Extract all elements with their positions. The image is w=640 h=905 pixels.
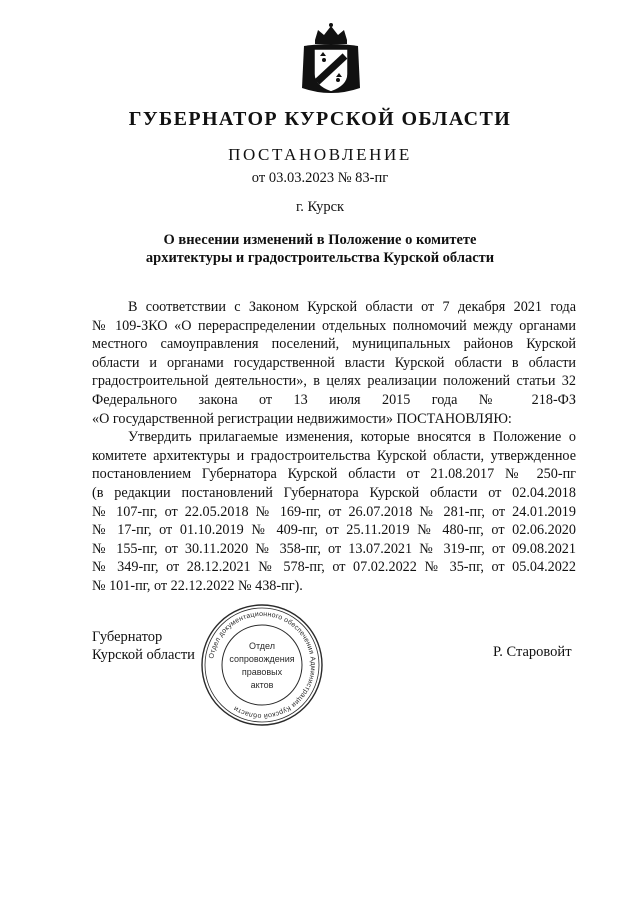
- coat-of-arms-icon: [298, 22, 364, 98]
- stamp-text-line: сопровождения: [229, 654, 295, 664]
- text-line: № 349-пг, от 28.12.2021 № 578-пг, от 07.02.2022 № 35-пг, от 05.04.2022: [92, 559, 576, 576]
- document-type: ПОСТАНОВЛЕНИЕ: [228, 145, 412, 164]
- subject-line: архитектуры и градостроительства Курской области: [145, 250, 495, 266]
- subject-line: О внесении изменений в Положение о комитете: [163, 232, 477, 248]
- paragraph-resolution: [92, 428, 576, 595]
- document-subject: [0, 231, 640, 267]
- position-line: Курской области: [92, 647, 195, 663]
- stamp-text-line: Отдел: [248, 641, 276, 651]
- text-line: № 107-пг, от 22.05.2018 № 169-пг, от 26.07.2018 № 281-пг, от 24.01.2019: [92, 503, 576, 520]
- text-line: постановлением Губернатора Курской области от 21.08.2017 № 250-пг: [92, 466, 576, 483]
- text-line: № 109-ЗКО «О перераспределении отдельных полномочий между органами: [92, 317, 576, 334]
- stamp-text-line: актов: [250, 680, 274, 690]
- official-stamp: [200, 603, 324, 727]
- document-place: г. Курск: [295, 199, 345, 215]
- signatory-position: [92, 628, 195, 664]
- text-line: № 155-пг, от 30.11.2020 № 358-пг, от 13.07.2021 № 319-пг, от 09.08.2021: [92, 540, 576, 557]
- text-line: (в редакции постановлений Губернатора Курской области от 02.04.2018: [92, 484, 576, 501]
- stamp-ring-text: Отдел документационного обеспечения Администрации Курской области: [208, 610, 317, 720]
- position-line: Губернатор: [92, 629, 163, 645]
- issuer-title: ГУБЕРНАТОР КУРСКОЙ ОБЛАСТИ: [128, 108, 512, 130]
- text-line: № 17-пг, от 01.10.2019 № 409-пг, от 25.11.2019 № 480-пг, от 02.06.2020: [92, 522, 576, 539]
- text-line: местного самоуправления поселений, муниципальных районов Курской: [92, 336, 576, 353]
- text-line: Утвердить прилагаемые изменения, которые вносятся в Положение о: [128, 429, 576, 446]
- text-line: В соответствии с Законом Курской области от 7 декабря 2021 года: [128, 299, 576, 315]
- text-line: области и органами государственной власти Курской области в области: [92, 354, 576, 371]
- paragraph-preamble: [92, 298, 576, 428]
- text-line: комитете архитектуры и градостроительства Курской области, утвержденное: [92, 447, 576, 464]
- text-line: градостроительной деятельности», в целях реализации положений статьи 32: [92, 373, 576, 390]
- text-line: «О государственной регистрации недвижимости» ПОСТАНОВЛЯЮ:: [92, 410, 512, 427]
- signatory-name: Р. Старовойт: [493, 644, 572, 660]
- stamp-text-line: правовых: [241, 667, 283, 677]
- text-line: Федерального закона от 13 июля 2015 года № 218-ФЗ: [92, 391, 576, 408]
- document-body: [92, 298, 576, 596]
- svg-text:Отдел документационного обеспе: [208, 611, 316, 720]
- text-line: № 101-пг, от 22.12.2022 № 438-пг).: [92, 577, 303, 594]
- document-date-number: от 03.03.2023 № 83-пг: [251, 170, 389, 186]
